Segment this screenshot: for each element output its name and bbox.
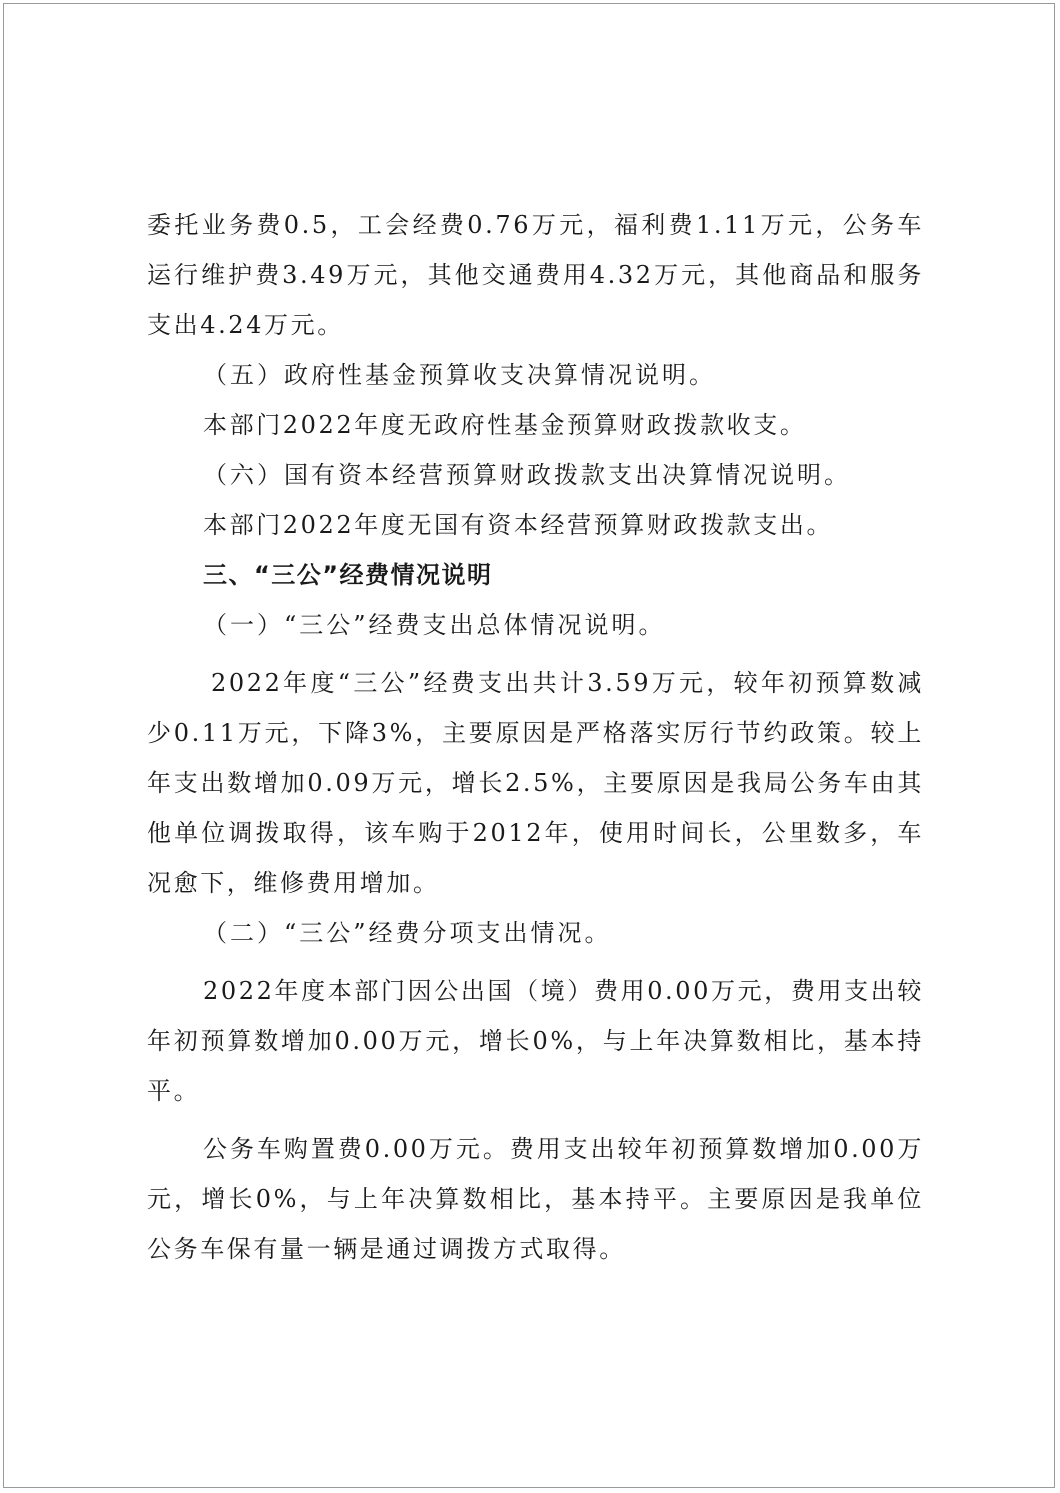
section-heading-state-capital: （六）国有资本经营预算财政拨款支出决算情况说明。 (203, 461, 851, 489)
subsection-heading-overall: （一）“三公”经费支出总体情况说明。 (203, 611, 666, 639)
paragraph-overall: 2022年度“三公”经费支出共计3.59万元，较年初预算数减少0.11万元，下降3%，主要原因是严格落实厉行节约政策。较上年支出数增加0.09万元，增长2.5%，主要原因是我局公务车由其他单位调拨取得，该车购于2012年，使用时间长，公里数多，车况愈下，维修费用增加。 (147, 669, 924, 897)
paragraph-expense-details: 委托业务费0.5，工会经费0.76万元，福利费1.11万元，公务车运行维护费3.49万元，其他交通费用4.32万元，其他商品和服务支出4.24万元。 (147, 211, 924, 339)
paragraph-gov-fund: 本部门2022年度无政府性基金预算财政拨款收支。 (203, 411, 807, 439)
subsection-heading-itemized: （二）“三公”经费分项支出情况。 (203, 919, 612, 947)
section-heading-three-public: 三、“三公”经费情况说明 (203, 561, 493, 589)
paragraph-state-capital: 本部门2022年度无国有资本经营预算财政拨款支出。 (203, 511, 834, 539)
document-page (3, 3, 1055, 1488)
paragraph-vehicle: 公务车购置费0.00万元。费用支出较年初预算数增加0.00万元，增长0%，与上年决算数相比，基本持平。主要原因是我单位公务车保有量一辆是通过调拨方式取得。 (147, 1135, 924, 1263)
paragraph-overseas: 2022年度本部门因公出国（境）费用0.00万元，费用支出较年初预算数增加0.00万元，增长0%，与上年决算数相比，基本持平。 (147, 977, 924, 1105)
section-heading-gov-fund: （五）政府性基金预算收支决算情况说明。 (203, 361, 716, 389)
document-body (147, 200, 924, 1274)
